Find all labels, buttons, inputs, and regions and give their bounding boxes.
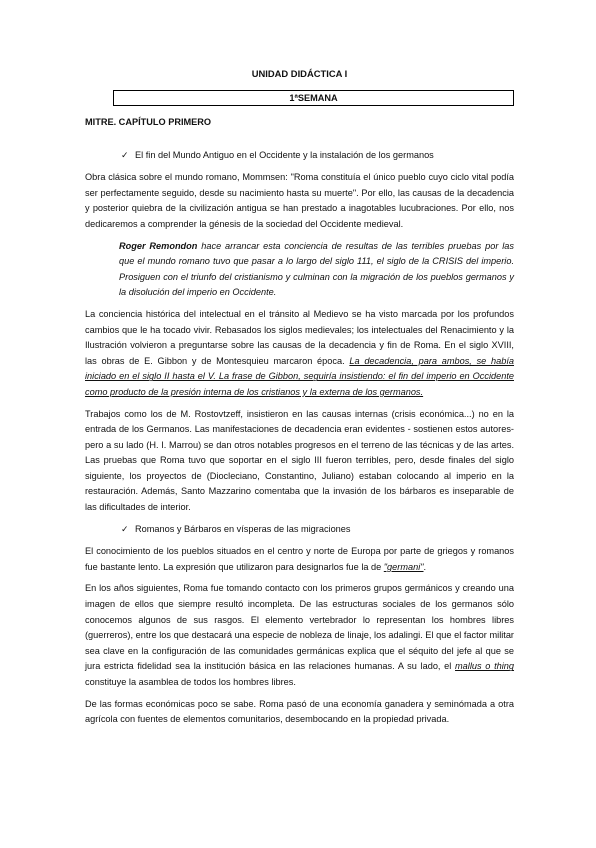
paragraph-2-underlined: La decadencia, para ambos, se había iniciado en el siglo II hasta el V. La frase de Gibbon, seguiría insistiendo: el fin del imperio en Occidente como producto de la presión interna de los cristianos y la externa de los germanos. bbox=[85, 355, 515, 397]
quote-text: hace arrancar esta conciencia de resultas de las terribles pruebas por las que el mundo romano tuvo que pasar a lo largo del siglo 111, el siglo de la CRISIS del imperio. Prosiguen con el triunfo del cristianismo y culminan con la migración de los pueblos germanos y la disolución del imperio en Occidente. bbox=[119, 240, 514, 298]
paragraph-4-end: . bbox=[423, 561, 427, 572]
section-title: El fin del Mundo Antiguo en el Occidente y la instalación de los germanos bbox=[135, 149, 434, 160]
section-heading-1 bbox=[121, 148, 514, 164]
week-header: 1ªSEMANA bbox=[113, 90, 514, 106]
paragraph-5 bbox=[85, 581, 514, 690]
checkmark-icon: ✓ bbox=[121, 523, 129, 534]
paragraph-1: Obra clásica sobre el mundo romano, Mommsen: "Roma constituía el único pueblo cuyo ciclo vital podía ser perfectamente seguido, desde su nacimiento hasta su muerte". Por ello, las causas de la decadencia y posterior quiebra de la civilización antigua se han prestado a inagotables lucubraciones. Por ello, nos dedicaremos a comprender la génesis de la sociedad del Occidente medieval. bbox=[85, 172, 514, 229]
quote-author: Roger Remondon bbox=[119, 240, 198, 251]
paragraph-2-text: La conciencia histórica del intelectual en el tránsito al Medievo se ha visto marcada por los profundos cambios que le ha tocado vivir. Rebasados los siglos medievales; los intelectuales del Renacimiento y la Ilustración volvieron a preguntarse sobre las causas de la decadencia y fin de Roma. En el siglo XVIII, las obras de E. Gibbon y de Montesquieu marcaron época. bbox=[85, 308, 514, 366]
germani-term: "germani" bbox=[383, 561, 424, 572]
paragraph-3: Trabajos como los de M. Rostovtzeff, insistieron en las causas internas (crisis económica...) no en la entrada de los Germanos. Las manifestaciones de decadencia eran evidentes - sostienen estos autores- pero a su lado (H. I. Marrou) se dan otros notables progresos en el terreno de las técnicas y de las artes. Las pruebas que Roma tuvo que soportar en el siglo III fueron terribles, pero, desde finales del siglo siguiente, los proyectos de (Diocleciano, Constantino, Juliano) estaban colocando al imperio en la restauración. Además, Santo Mazzarino comentaba que la invasión de los bárbaros es inseparable de las dificultades de interior. bbox=[85, 408, 514, 513]
paragraph-4-text: El conocimiento de los pueblos situados en el centro y norte de Europa por parte de griegos y romanos fue bastante lento. La expresión que utilizaron para designarlos fue la de bbox=[85, 546, 514, 572]
unit-title: UNIDAD DIDÁCTICA I bbox=[251, 68, 348, 79]
paragraph-5-text: En los años siguientes, Roma fue tomando contacto con los primeros grupos germánicos y creando una imagen de ellos que siempre resultó incompleta. De las estructuras sociales de los germanos sólo conocemos algunos de sus rasgos. El elemento vertebrador lo representan los hombres libres (guerreros), entre los que destacará una especie de nobleza de linaje, los adalingi. El que el factor militar sea clave en la configuración de las comunidades germánicas explica que el séquito del jefe al que se jura estricta fidelidad sea la institución básica en las relaciones humanas. A su lado, el bbox=[85, 583, 514, 672]
chapter-title: MITRE. CAPÍTULO PRIMERO bbox=[85, 117, 212, 127]
section-title: Romanos y Bárbaros en vísperas de las migraciones bbox=[135, 523, 351, 534]
paragraph-5-end: constituye la asamblea de todos los hombres libres. bbox=[85, 677, 296, 687]
quote-block bbox=[119, 239, 514, 301]
section-heading-2 bbox=[121, 522, 514, 538]
checkmark-icon: ✓ bbox=[121, 149, 129, 160]
paragraph-2 bbox=[85, 307, 514, 401]
mallus-term: mallus o thing bbox=[455, 661, 515, 672]
paragraph-4 bbox=[85, 544, 514, 575]
paragraph-6: De las formas económicas poco se sabe. Roma pasó de una economía ganadera y seminómada a otra agrícola con fuentes de elementos comunitarios, desembocando en la propiedad privada. bbox=[85, 698, 514, 725]
